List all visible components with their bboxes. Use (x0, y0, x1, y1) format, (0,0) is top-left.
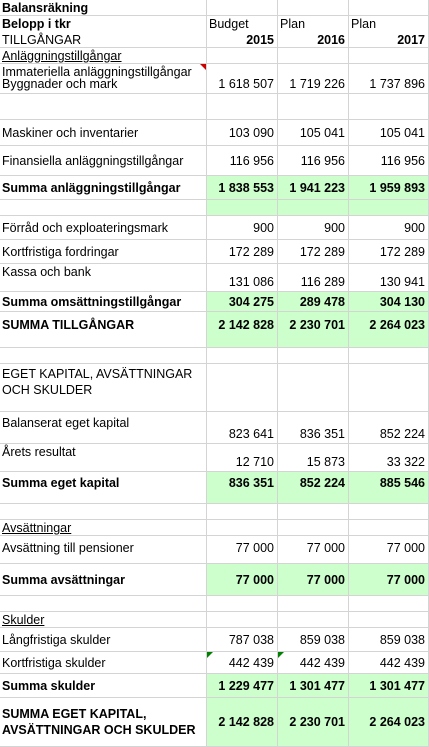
sum-provisions-2016: 77 000 (306, 572, 345, 587)
grand-total-2016: 2 230 701 (289, 715, 345, 729)
row-spacer (0, 200, 429, 216)
cell-empty[interactable] (207, 94, 278, 120)
cell-pensions-2015[interactable] (207, 536, 278, 564)
cell-machines-2016[interactable] (278, 120, 349, 146)
cell-buildings-label[interactable] (0, 64, 207, 94)
cell-sum-equity-label[interactable] (0, 472, 207, 504)
row-sum-fixed (0, 176, 429, 200)
row-short-liabilities (0, 652, 429, 674)
machines-2016: 105 041 (299, 125, 345, 140)
cell-receivables-2017[interactable] (349, 240, 429, 264)
cell-long-2015[interactable] (207, 628, 278, 652)
cell-sum-equity-2017[interactable] (349, 472, 429, 504)
row-sum-assets (0, 312, 429, 348)
cell-short-2017[interactable] (349, 652, 429, 674)
sum-equity-2015: 836 351 (228, 476, 274, 490)
result-2015: 12 710 (235, 455, 274, 469)
cell-sum-fixed-2015[interactable] (207, 176, 278, 200)
cell-financial-label[interactable] (0, 146, 207, 176)
row-spacer (0, 94, 429, 120)
machines-2015: 103 090 (228, 125, 274, 140)
inventory-2016: 900 (324, 220, 345, 235)
cell-empty[interactable] (207, 348, 278, 364)
long-2017: 859 038 (379, 632, 425, 647)
cell-empty[interactable] (0, 504, 207, 520)
sum-current-label: Summa omsättningstillgångar (2, 294, 182, 309)
sum-provisions-2015: 77 000 (235, 572, 274, 587)
cell-empty[interactable] (278, 0, 349, 16)
cell-empty[interactable] (0, 200, 207, 216)
cell-pensions-2016[interactable] (278, 536, 349, 564)
sum-provisions-2017: 77 000 (386, 572, 425, 587)
cell-empty[interactable] (278, 94, 349, 120)
row-cash (0, 264, 429, 292)
cell-retained-2016[interactable] (278, 412, 349, 444)
row-inventory (0, 216, 429, 240)
intangible-label: Immateriella anläggningstillgångar (2, 65, 192, 79)
machines-2017: 105 041 (379, 125, 425, 140)
receivables-2017: 172 289 (379, 244, 425, 259)
cell-sum-assets-2016[interactable] (278, 312, 349, 348)
cell-receivables-label[interactable] (0, 240, 207, 264)
cell-type-2017[interactable] (349, 16, 429, 32)
row-long-liabilities (0, 628, 429, 652)
cell-cash-2016[interactable] (278, 264, 349, 292)
cell-short-2016[interactable] (278, 652, 349, 674)
cell-assets-heading[interactable] (0, 32, 207, 48)
cell-empty[interactable] (349, 364, 429, 412)
cell-financial-2015[interactable] (207, 146, 278, 176)
sum-liabilities-2015: 1 229 477 (218, 678, 274, 693)
cell-sum-provisions-2016[interactable] (278, 564, 349, 596)
col-type-plan-2016: Plan (280, 17, 306, 31)
sum-assets-2017: 2 264 023 (369, 318, 425, 332)
cell-empty[interactable] (349, 504, 429, 520)
cell-unit[interactable] (0, 16, 207, 32)
cell-sum-liabilities-2016[interactable] (278, 674, 349, 698)
short-liabilities-label: Kortfristiga skulder (2, 655, 106, 670)
long-2016: 859 038 (299, 632, 345, 647)
cell-empty[interactable] (207, 504, 278, 520)
col-type-plan-2017: Plan (351, 17, 377, 31)
result-2017: 33 322 (386, 455, 425, 469)
short-2017: 442 439 (379, 655, 425, 670)
cell-sum-fixed-label[interactable] (0, 176, 207, 200)
year-2015: 2015 (246, 33, 274, 47)
cell-inventory-2017[interactable] (349, 216, 429, 240)
year-2017: 2017 (397, 33, 425, 47)
cell-sum-fixed-2017[interactable] (349, 176, 429, 200)
cell-empty[interactable] (278, 612, 349, 628)
short-2016: 442 439 (299, 655, 345, 670)
cell-sum-current-2016[interactable] (278, 292, 349, 312)
cell-grand-total-2015[interactable] (207, 698, 278, 747)
cell-cash-2017[interactable] (349, 264, 429, 292)
cell-sum-fixed-2016[interactable] (278, 176, 349, 200)
cell-machines-2015[interactable] (207, 120, 278, 146)
cell-empty[interactable] (278, 520, 349, 536)
cell-empty[interactable] (0, 348, 207, 364)
row-sum-liabilities (0, 674, 429, 698)
sum-fixed-2016: 1 941 223 (289, 180, 345, 195)
provisions-heading: Avsättningar (2, 521, 72, 535)
cell-result-2015[interactable] (207, 444, 278, 472)
sum-assets-label: SUMMA TILLGÅNGAR (2, 318, 135, 332)
grand-total-2017: 2 264 023 (369, 715, 425, 729)
long-liabilities-label: Långfristiga skulder (2, 632, 111, 647)
sum-fixed-2017: 1 959 893 (369, 180, 425, 195)
short-2015: 442 439 (228, 655, 274, 670)
financial-label: Finansiella anläggningstillgångar (2, 153, 184, 168)
cell-fixed-heading[interactable] (0, 48, 207, 64)
cell-empty[interactable] (207, 0, 278, 16)
pensions-2015: 77 000 (235, 541, 274, 555)
cell-sum-provisions-2017[interactable] (349, 564, 429, 596)
cell-buildings-2017[interactable] (349, 64, 429, 94)
cell-empty[interactable] (349, 612, 429, 628)
cell-liabilities-heading[interactable] (0, 612, 207, 628)
cell-financial-2016[interactable] (278, 146, 349, 176)
cell-grand-total-2017[interactable] (349, 698, 429, 747)
cell-year-2015[interactable] (207, 32, 278, 48)
result-2016: 15 873 (306, 455, 345, 469)
cell-provisions-heading[interactable] (0, 520, 207, 536)
cell-empty[interactable] (278, 200, 349, 216)
header-row-title (0, 0, 429, 16)
header-row-types (0, 16, 429, 32)
sum-equity-2017: 885 546 (379, 476, 425, 490)
row-machines (0, 120, 429, 146)
retained-2016: 836 351 (299, 427, 345, 441)
cell-short-label[interactable] (0, 652, 207, 674)
cell-empty[interactable] (278, 48, 349, 64)
cell-short-2015[interactable] (207, 652, 278, 674)
buildings-2017: 1 737 896 (369, 77, 425, 91)
cell-sum-liabilities-label[interactable] (0, 674, 207, 698)
cell-empty[interactable] (278, 596, 349, 612)
sum-assets-2016: 2 230 701 (289, 318, 345, 332)
cell-sum-equity-2015[interactable] (207, 472, 278, 504)
cell-result-label[interactable] (0, 444, 207, 472)
pensions-2016: 77 000 (306, 541, 345, 555)
sheet-title: Balansräkning (2, 1, 89, 15)
cell-buildings-2015[interactable] (207, 64, 278, 94)
cell-cash-2015[interactable] (207, 264, 278, 292)
cell-empty[interactable] (349, 0, 429, 16)
sum-equity-2016: 852 224 (299, 476, 345, 490)
row-provisions-heading (0, 520, 429, 536)
buildings-label: Byggnader och mark (2, 77, 118, 91)
receivables-2015: 172 289 (228, 244, 274, 259)
retained-2017: 852 224 (379, 427, 425, 441)
cell-year-2016[interactable] (278, 32, 349, 48)
row-equity-heading (0, 364, 429, 412)
cell-buildings-2016[interactable] (278, 64, 349, 94)
cell-empty[interactable] (349, 596, 429, 612)
cell-long-label[interactable] (0, 628, 207, 652)
liabilities-heading: Skulder (2, 613, 45, 627)
cell-retained-2015[interactable] (207, 412, 278, 444)
row-retained (0, 412, 429, 444)
cell-long-2017[interactable] (349, 628, 429, 652)
cell-inventory-2015[interactable] (207, 216, 278, 240)
cell-financial-2017[interactable] (349, 146, 429, 176)
cell-empty[interactable] (207, 200, 278, 216)
cell-retained-label[interactable] (0, 412, 207, 444)
cell-sum-assets-2017[interactable] (349, 312, 429, 348)
cell-grand-total-2016[interactable] (278, 698, 349, 747)
financial-2017: 116 956 (380, 153, 425, 168)
row-result (0, 444, 429, 472)
cell-sum-equity-2016[interactable] (278, 472, 349, 504)
sum-current-2015: 304 275 (228, 294, 274, 309)
cell-sum-liabilities-2017[interactable] (349, 674, 429, 698)
col-type-budget: Budget (209, 17, 249, 31)
fixed-assets-heading: Anläggningstillgångar (2, 49, 122, 63)
retained-label: Balanserat eget kapital (2, 416, 130, 430)
equity-heading: EGET KAPITAL, AVSÄTTNINGAR OCH SKULDER (2, 367, 193, 397)
sum-liabilities-label: Summa skulder (2, 678, 96, 693)
row-spacer (0, 348, 429, 364)
buildings-2015: 1 618 507 (218, 77, 274, 91)
row-receivables (0, 240, 429, 264)
row-sum-provisions (0, 564, 429, 596)
cell-empty[interactable] (349, 94, 429, 120)
cell-empty[interactable] (349, 520, 429, 536)
section-assets: TILLGÅNGAR (2, 33, 82, 47)
year-2016: 2016 (317, 33, 345, 47)
cell-result-2017[interactable] (349, 444, 429, 472)
sum-fixed-label: Summa anläggningstillgångar (2, 180, 181, 195)
cell-empty[interactable] (278, 348, 349, 364)
receivables-2016: 172 289 (299, 244, 345, 259)
cell-retained-2017[interactable] (349, 412, 429, 444)
row-financial (0, 146, 429, 176)
cell-empty[interactable] (0, 596, 207, 612)
cell-result-2016[interactable] (278, 444, 349, 472)
cell-sum-assets-label[interactable] (0, 312, 207, 348)
row-spacer (0, 504, 429, 520)
cell-empty[interactable] (278, 504, 349, 520)
comment-marker-icon[interactable] (200, 64, 206, 70)
cell-inventory-2016[interactable] (278, 216, 349, 240)
cash-2017: 130 941 (379, 275, 425, 289)
row-grand-total (0, 698, 429, 747)
sum-assets-2015: 2 142 828 (218, 318, 274, 332)
pensions-2017: 77 000 (386, 541, 425, 555)
row-spacer (0, 596, 429, 612)
cell-receivables-2015[interactable] (207, 240, 278, 264)
cash-2016: 116 289 (300, 275, 345, 289)
cell-pensions-2017[interactable] (349, 536, 429, 564)
row-pensions (0, 536, 429, 564)
cell-pensions-label[interactable] (0, 536, 207, 564)
cell-sum-current-2015[interactable] (207, 292, 278, 312)
inventory-2015: 900 (253, 220, 274, 235)
sum-fixed-2015: 1 838 553 (218, 180, 274, 195)
financial-2015: 116 956 (229, 153, 274, 168)
cell-sum-liabilities-2015[interactable] (207, 674, 278, 698)
row-buildings (0, 64, 429, 94)
cell-long-2016[interactable] (278, 628, 349, 652)
cell-type-2016[interactable] (278, 16, 349, 32)
cell-year-2017[interactable] (349, 32, 429, 48)
cell-grand-total-label[interactable] (0, 698, 207, 747)
long-2015: 787 038 (228, 632, 274, 647)
sum-liabilities-2016: 1 301 477 (289, 678, 345, 693)
buildings-2016: 1 719 226 (289, 77, 345, 91)
machines-label: Maskiner och inventarier (2, 125, 139, 140)
cell-title[interactable] (0, 0, 207, 16)
cash-2015: 131 086 (228, 275, 274, 289)
grand-total-label: SUMMA EGET KAPITAL, AVSÄTTNINGAR OCH SKULDER (2, 707, 196, 737)
row-sum-equity (0, 472, 429, 504)
cell-cash-label[interactable] (0, 264, 207, 292)
cell-sum-current-label[interactable] (0, 292, 207, 312)
cell-empty[interactable] (207, 596, 278, 612)
cell-empty[interactable] (349, 348, 429, 364)
cell-empty[interactable] (207, 612, 278, 628)
row-liabilities-heading (0, 612, 429, 628)
error-marker-icon[interactable] (207, 652, 213, 658)
cell-empty[interactable] (207, 48, 278, 64)
receivables-label: Kortfristiga fordringar (2, 244, 119, 259)
retained-2015: 823 641 (228, 427, 274, 441)
grand-total-2015: 2 142 828 (218, 715, 274, 729)
cell-empty[interactable] (349, 48, 429, 64)
cell-sum-current-2017[interactable] (349, 292, 429, 312)
cell-empty[interactable] (207, 364, 278, 412)
pensions-label: Avsättning till pensioner (2, 541, 134, 555)
cash-label: Kassa och bank (2, 265, 91, 279)
result-label: Årets resultat (2, 445, 76, 459)
unit-label: Belopp i tkr (2, 17, 71, 31)
inventory-2017: 900 (404, 220, 425, 235)
cell-empty[interactable] (207, 520, 278, 536)
financial-2016: 116 956 (300, 153, 345, 168)
cell-empty[interactable] (0, 94, 207, 120)
cell-sum-provisions-label[interactable] (0, 564, 207, 596)
inventory-label: Förråd och exploateringsmark (2, 220, 169, 235)
cell-equity-heading[interactable] (0, 364, 207, 412)
cell-empty[interactable] (349, 200, 429, 216)
cell-sum-assets-2015[interactable] (207, 312, 278, 348)
cell-receivables-2016[interactable] (278, 240, 349, 264)
sum-liabilities-2017: 1 301 477 (369, 678, 425, 693)
sum-current-2016: 289 478 (299, 294, 345, 309)
row-sum-current (0, 292, 429, 312)
sum-provisions-label: Summa avsättningar (2, 572, 125, 587)
sum-equity-label: Summa eget kapital (2, 476, 120, 490)
cell-type-2015[interactable] (207, 16, 278, 32)
error-marker-icon[interactable] (278, 652, 284, 658)
header-row-years (0, 32, 429, 48)
cell-empty[interactable] (278, 364, 349, 412)
cell-machines-2017[interactable] (349, 120, 429, 146)
cell-sum-provisions-2015[interactable] (207, 564, 278, 596)
cell-inventory-label[interactable] (0, 216, 207, 240)
row-fixed-heading (0, 48, 429, 64)
sum-current-2017: 304 130 (379, 294, 425, 309)
cell-machines-label[interactable] (0, 120, 207, 146)
